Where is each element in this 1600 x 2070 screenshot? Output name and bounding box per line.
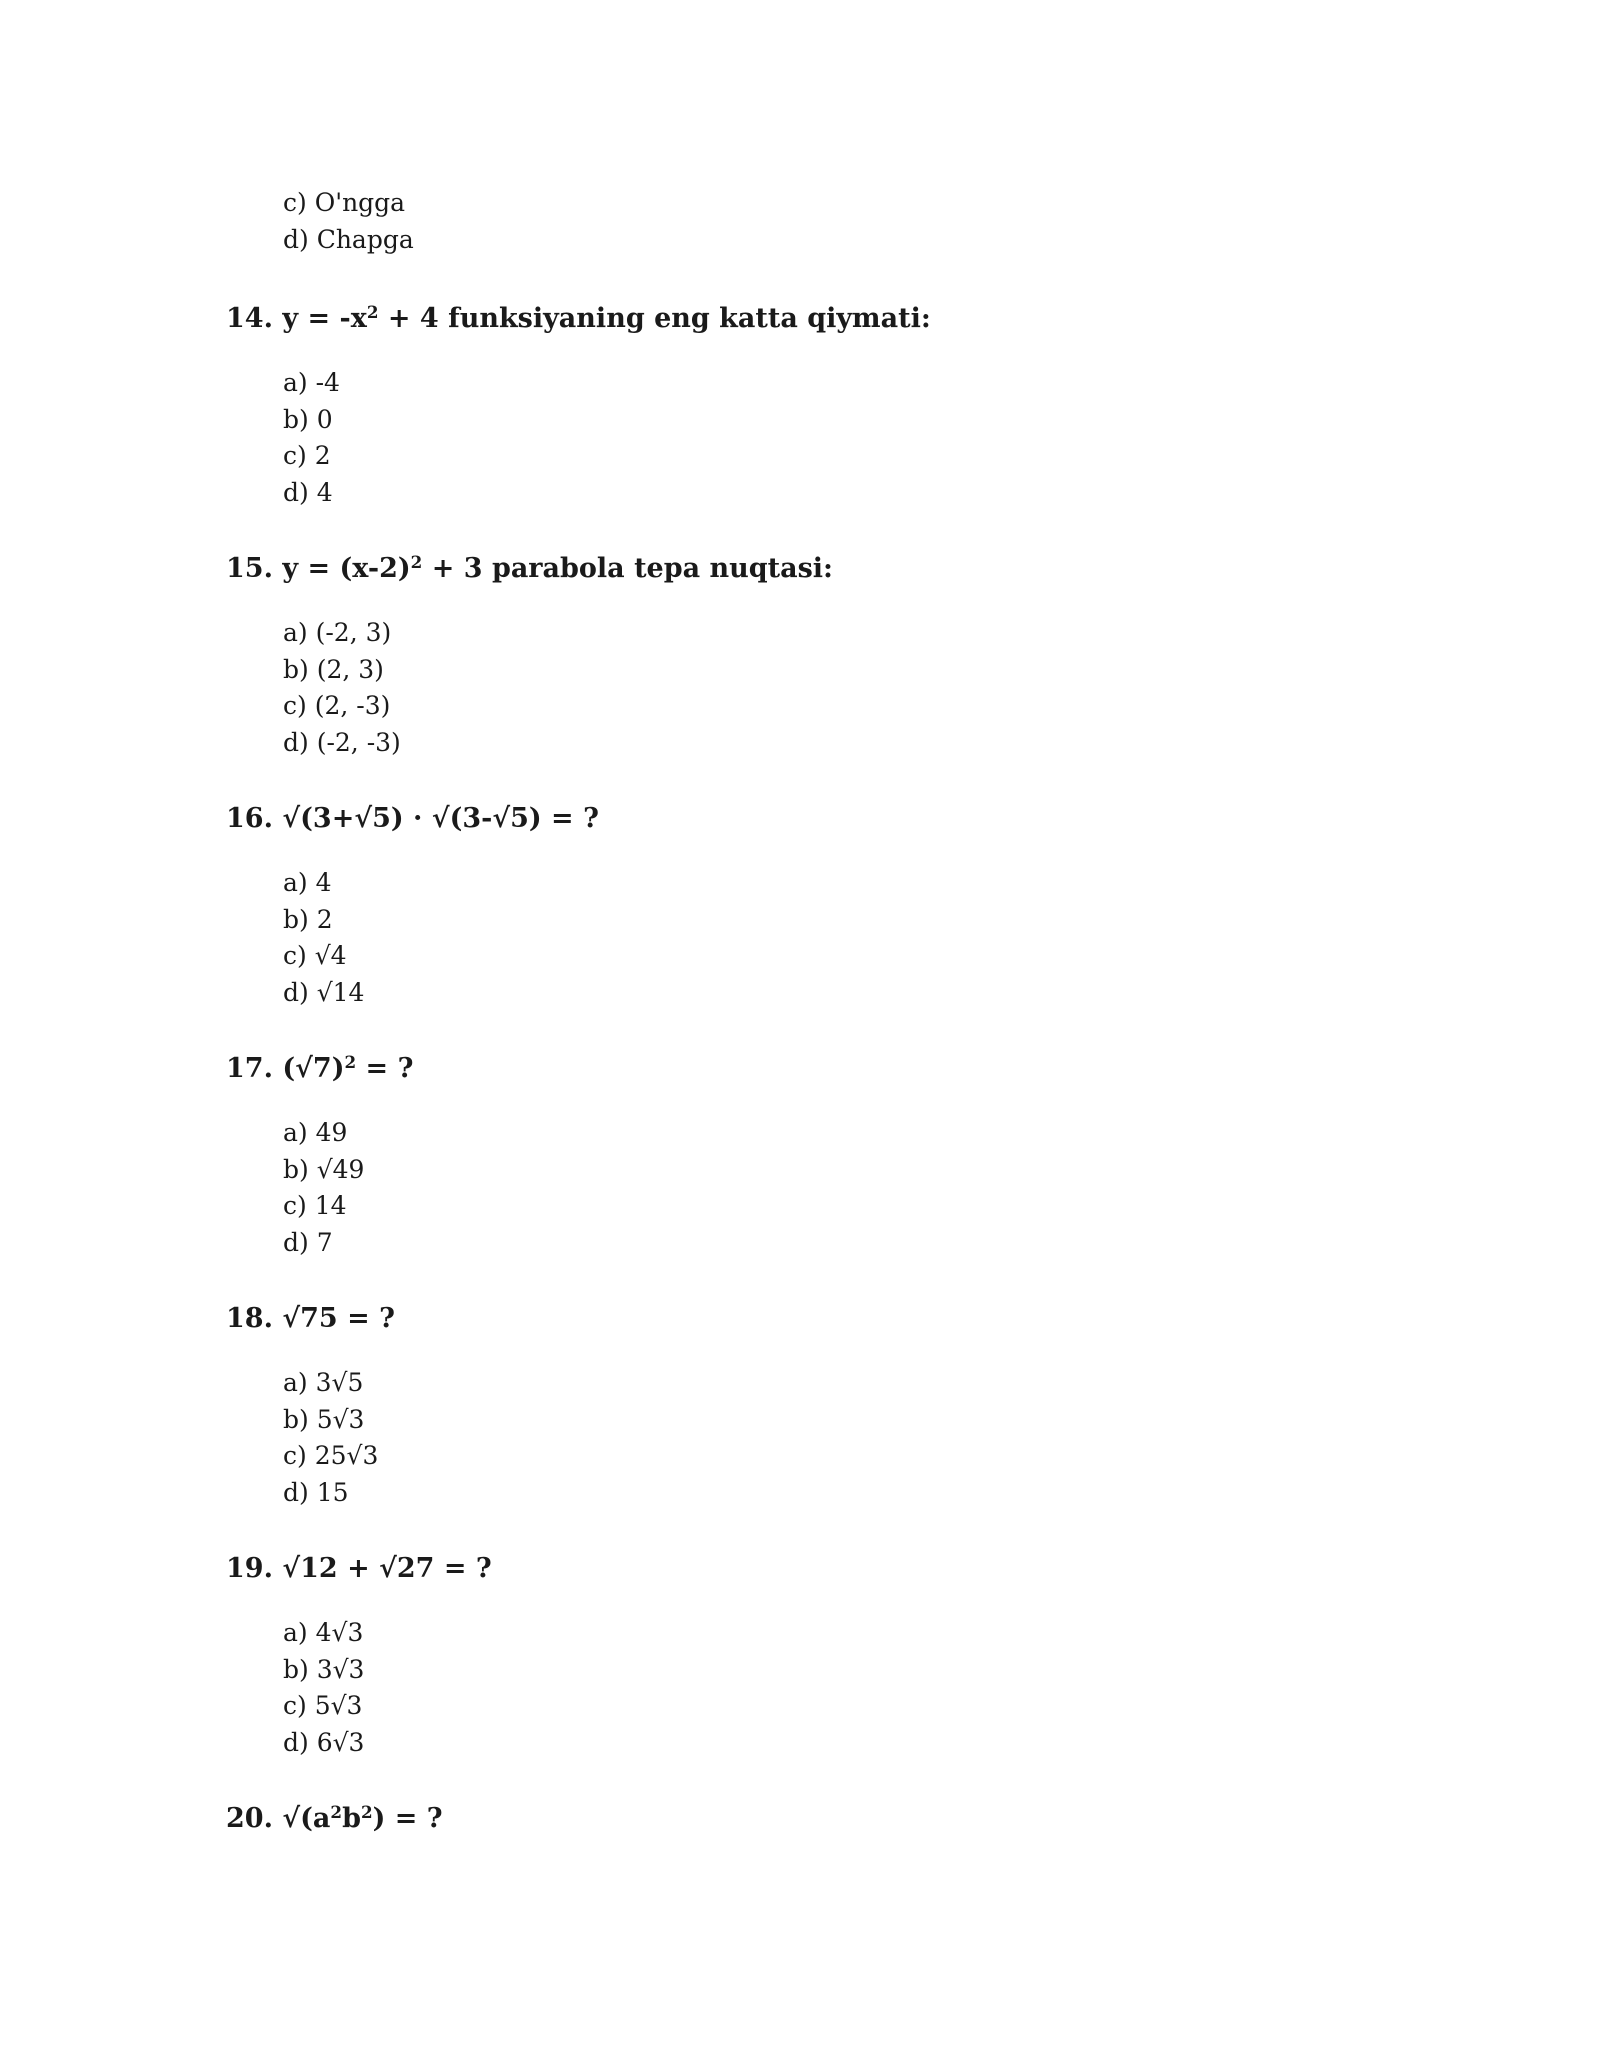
q19-options [283,1615,364,1761]
q17-text [226,1052,413,1086]
q17-number: 17. [226,1053,273,1084]
q15-exponent: 2 [410,551,423,572]
q14-text-part-2: + 4 funksiyaning eng katta qiymati: [378,303,931,334]
q19-option-b: b) 3√3 [283,1654,365,1684]
q18-option-a: a) 3√5 [283,1368,364,1397]
q15-options [283,615,401,761]
q19-text [226,1552,492,1586]
q17-options [283,1115,364,1261]
q18-option-c: c) 25√3 [283,1441,379,1470]
q19-text-part-1: √12 + √27 = ? [282,1553,492,1584]
q18-number: 18. [226,1303,273,1334]
q18-option-d: d) 15 [283,1477,349,1507]
q14-exponent: 2 [366,301,379,322]
q13-option-c: c) O'ngga [283,188,406,217]
q19-option-a: a) 4√3 [283,1618,364,1647]
q20-exponent-b: 2 [360,1801,373,1822]
q17-exponent: 2 [344,1051,357,1072]
q20-text [226,1802,443,1836]
q15-option-b: b) (2, 3) [283,654,384,684]
q14-option-d: d) 4 [283,477,333,507]
q16-number: 16. [226,803,273,834]
q15-number: 15. [226,553,273,584]
q17-option-b: b) √49 [283,1154,365,1184]
q14-text-part-1: y = -x [282,303,367,334]
q19-option-c: c) 5√3 [283,1691,363,1720]
q17-option-d: d) 7 [283,1227,333,1257]
q16-option-a: a) 4 [283,868,332,897]
q17-text-part-2: = ? [356,1053,414,1084]
q20-text-part-1: √(a [282,1803,331,1834]
q20-exponent-a: 2 [330,1801,343,1822]
q17-option-c: c) 14 [283,1191,347,1220]
q14-number: 14. [226,303,273,334]
q15-option-d: d) (-2, -3) [283,727,401,757]
q16-option-c: c) √4 [283,941,347,970]
q17-option-a: a) 49 [283,1118,348,1147]
q20-text-part-3: ) = ? [372,1803,443,1834]
q18-options [283,1365,378,1511]
q15-text [226,552,833,586]
q14-text [226,302,931,336]
q14-options [283,365,340,511]
q17-text-part-1: (√7) [282,1053,345,1084]
q16-options [283,865,364,1011]
q20-number: 20. [226,1803,273,1834]
q18-option-b: b) 5√3 [283,1404,365,1434]
q19-number: 19. [226,1553,273,1584]
q19-option-d: d) 6√3 [283,1727,365,1757]
q18-text-part-1: √75 = ? [282,1303,395,1334]
q13-option-d: d) Chapga [283,224,414,254]
q14-option-b: b) 0 [283,404,333,434]
q20-text-part-2: b [342,1803,361,1834]
q15-option-a: a) (-2, 3) [283,618,392,647]
q18-text [226,1302,395,1336]
q15-text-part-1: y = (x-2) [282,553,411,584]
q15-text-part-2: + 3 parabola tepa nuqtasi: [422,553,834,584]
q14-option-a: a) -4 [283,368,340,397]
q16-option-d: d) √14 [283,977,365,1007]
q16-text-part-1: √(3+√5) · √(3-√5) = ? [282,803,599,834]
q16-option-b: b) 2 [283,904,333,934]
q16-text [226,802,599,836]
q13-options [283,185,414,258]
q14-option-c: c) 2 [283,441,331,470]
q15-option-c: c) (2, -3) [283,691,391,720]
